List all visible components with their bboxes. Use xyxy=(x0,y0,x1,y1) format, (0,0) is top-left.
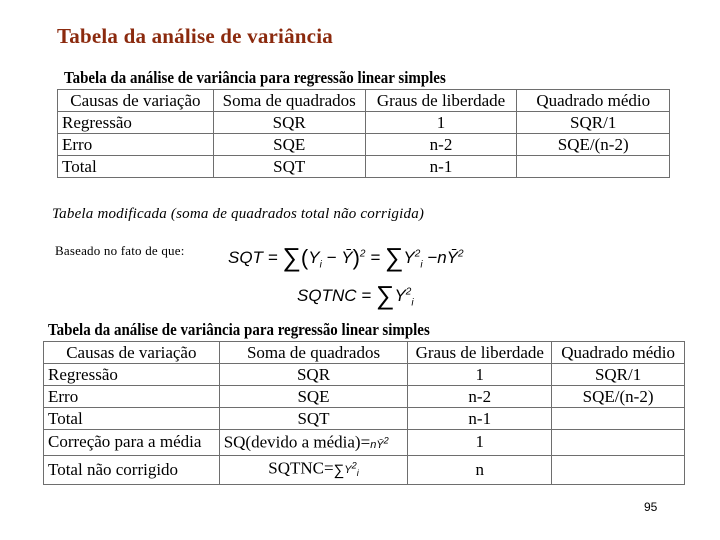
sqtnc-formula: SQTNC = $\sum Y^2_i$ xyxy=(297,280,414,310)
page-number: 95 xyxy=(644,500,658,514)
table-row-correction xyxy=(44,430,685,456)
table-cell: n-1 xyxy=(408,408,552,430)
table-cell: Regressão xyxy=(44,364,220,386)
sum-y-squared-formula: $\sum Y^2_i$ xyxy=(333,460,359,480)
table-cell: Total não corrigido xyxy=(44,455,220,484)
table-cell xyxy=(552,430,685,456)
slide-title: Tabela da análise de variância xyxy=(57,24,333,48)
table-header-row xyxy=(58,90,670,112)
table-cell: SQ(devido a $média)=nȲ^2$ xyxy=(219,430,408,456)
table-cell: Erro xyxy=(44,386,220,408)
anova-table-1 xyxy=(57,89,670,178)
table-cell: SQE/(n-2) xyxy=(517,134,670,156)
table-cell: SQT xyxy=(219,408,408,430)
table-cell: 1 xyxy=(365,112,517,134)
table2-caption: Tabela da análise de variância para regressão linear simples xyxy=(48,320,430,339)
table-row xyxy=(58,112,670,134)
header-cell: Soma de quadrados xyxy=(219,342,408,364)
table-cell: Erro xyxy=(58,134,214,156)
table-row xyxy=(44,408,685,430)
table-row-uncorrected xyxy=(44,455,685,484)
table-cell: SQR/1 xyxy=(552,364,685,386)
based-on-label: Baseado no fato de que: xyxy=(55,243,185,258)
table-cell: Total xyxy=(44,408,220,430)
table-cell: n-2 xyxy=(408,386,552,408)
table-cell: SQE/(n-2) xyxy=(552,386,685,408)
sqt-formula: SQT = $\sum(Y_i$ − Ȳ)$^2$ = $\sum Y^2_i$ $-nȲ^2$ xyxy=(228,242,464,272)
table-cell: 1 xyxy=(408,430,552,456)
table-cell: Regressão xyxy=(58,112,214,134)
table-cell: SQE xyxy=(219,386,408,408)
header-cell: Soma de quadrados xyxy=(213,90,365,112)
header-cell: Causas de variação xyxy=(44,342,220,364)
table-cell: n xyxy=(408,455,552,484)
table-cell: Total xyxy=(58,156,214,178)
table-row xyxy=(44,364,685,386)
table-cell: SQT xyxy=(213,156,365,178)
table-cell: 1 xyxy=(408,364,552,386)
table-cell: n-2 xyxy=(365,134,517,156)
header-cell: Causas de variação xyxy=(58,90,214,112)
table-cell: Correção para a média xyxy=(44,430,220,456)
table-cell: $SQTNC=\sum Y^2_i$ xyxy=(219,455,408,484)
table-row xyxy=(58,156,670,178)
table-header-row xyxy=(44,342,685,364)
table-cell xyxy=(517,156,670,178)
table-cell xyxy=(552,455,685,484)
anova-table-2 xyxy=(43,341,685,485)
table-cell: SQR xyxy=(219,364,408,386)
table-cell: SQR xyxy=(213,112,365,134)
table-cell xyxy=(552,408,685,430)
header-cell: Graus de liberdade xyxy=(408,342,552,364)
n-ybar-squared-formula: $nȲ^2$ xyxy=(370,435,389,451)
table-row xyxy=(58,134,670,156)
table-cell: SQE xyxy=(213,134,365,156)
header-cell: Quadrado médio xyxy=(552,342,685,364)
header-cell: Quadrado médio xyxy=(517,90,670,112)
table-row xyxy=(44,386,685,408)
table-cell: n-1 xyxy=(365,156,517,178)
table1-caption: Tabela da análise de variância para regressão linear simples xyxy=(64,68,446,87)
header-cell: Graus de liberdade xyxy=(365,90,517,112)
modified-table-note: Tabela modificada (soma de quadrados total não corrigida) xyxy=(52,206,425,222)
table-cell: SQR/1 xyxy=(517,112,670,134)
